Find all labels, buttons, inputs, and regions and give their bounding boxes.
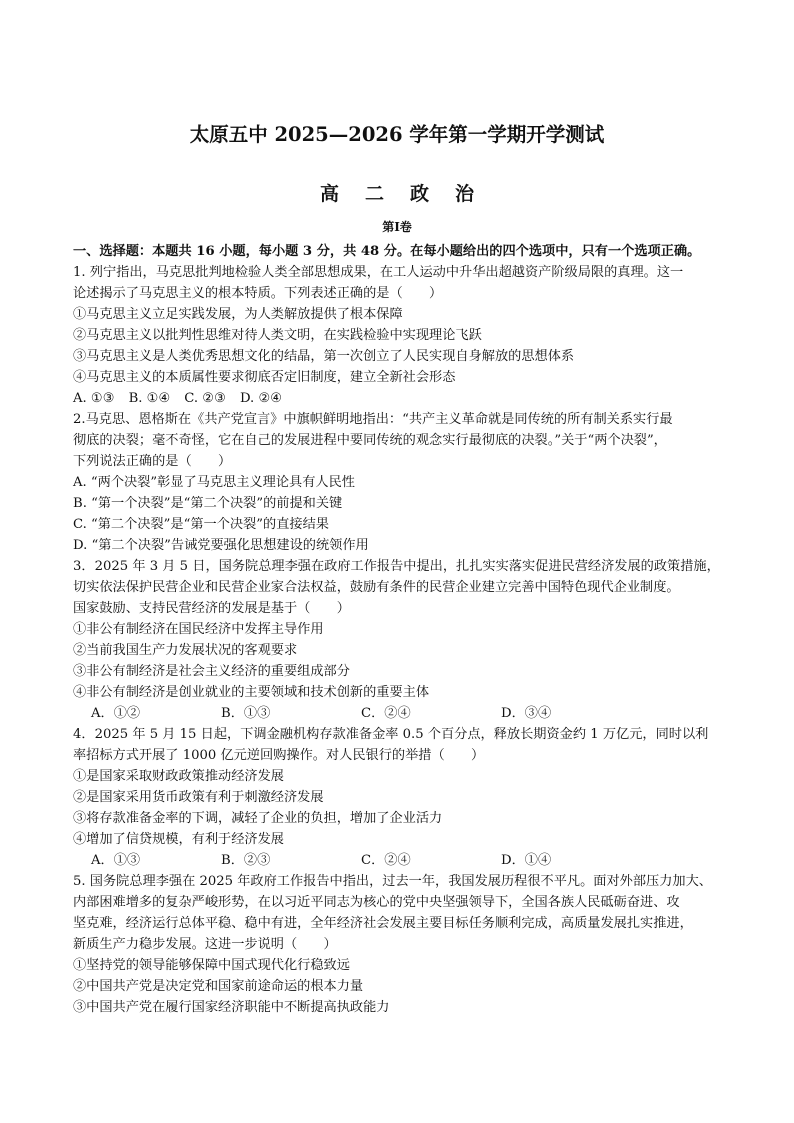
statement: ②是国家采用货币政策有利于刺激经济发展 [73, 790, 324, 805]
subject-title [0, 179, 794, 206]
statement: ①马克思主义立足实践发展，为人类解放提供了根本保障 [73, 307, 403, 322]
subject-char: 二 [364, 183, 384, 205]
option-c[interactable]: C．②④ [361, 706, 411, 721]
statement: ③马克思主义是人类优秀思想文化的结晶，第一次创立了人民实现自身解放的思想体系 [73, 349, 575, 364]
question-stem-line: 论述揭示了马克思主义的根本特质。下列表述正确的是（ ） [73, 286, 443, 301]
question-stem-line: 内部困难增多的复杂严峻形势，在以习近平同志为核心的党中央坚强领导下，全国各族人民砥砺奋进、攻 [73, 895, 680, 910]
question-2 [73, 409, 723, 556]
statement: ②当前我国生产力发展状况的客观要求 [73, 643, 298, 658]
statement: ③将存款准备金率的下调，减轻了企业的负担，增加了企业活力 [73, 811, 443, 826]
option-d[interactable]: D. ②④ [239, 391, 283, 406]
question-stem-line: 国家鼓励、支持民营经济的发展是基于（ ） [73, 601, 350, 616]
option-d[interactable]: D. “第二个决裂”告诫党要强化思想建设的统领作用 [73, 538, 369, 553]
question-stem-line: 3．2025 年 3 月 5 日，国务院总理李强在政府工作报告中提出，扎扎实实落实促进民营经济发展的政策措施， [73, 559, 720, 574]
statement: ④马克思主义的本质属性要求彻底否定旧制度，建立全新社会形态 [73, 370, 456, 385]
subject-char: 高 [319, 183, 339, 205]
question-stem-line: 彻底的决裂；毫不奇怪，它在自己的发展进程中要同传统的观念实行最彻底的决裂。”关于“两个决裂”， [73, 433, 667, 448]
statement: ③非公有制经济是社会主义经济的重要组成部分 [73, 664, 350, 679]
option-b[interactable]: B．①③ [221, 706, 271, 721]
question-stem-line: 坚克难，经济运行总体平稳、稳中有进，全年经济社会发展主要目标任务顺利完成，高质量发展扎实推进， [73, 916, 693, 931]
question-stem-line: 1. 列宁指出，马克思批判地检验人类全部思想成果，在工人运动中升华出超越资产阶级局限的真理。这一 [73, 265, 684, 280]
statement: ②中国共产党是决定党和国家前途命运的根本力量 [73, 979, 364, 994]
option-c[interactable]: C．②④ [361, 853, 411, 868]
question-stem-line: 2.马克思、恩格斯在《共产党宣言》中旗帜鲜明地指出：“共产主义革命就是同传统的所有制关系实行最 [73, 412, 673, 427]
question-stem-line: 5. 国务院总理李强在 2025 年政府工作报告中指出，过去一年，我国发展历程很不平凡。面对外部压力加大、 [73, 874, 712, 889]
question-4 [73, 724, 723, 871]
option-a[interactable]: A. ①③ [73, 391, 115, 406]
statement: ④非公有制经济是创业就业的主要领域和技术创新的重要主体 [73, 685, 430, 700]
volume-label: 第Ⅰ卷 [382, 220, 412, 234]
statement: ①是国家采取财政政策推动经济发展 [73, 769, 284, 784]
question-3 [73, 556, 723, 724]
subject-char: 政 [410, 183, 430, 205]
question-stem-line: 4．2025 年 5 月 15 日起，下调金融机构存款准备金率 0.5 个百分点，释放长期资金约 1 万亿元，同时以利 [73, 727, 709, 742]
question-stem-line: 新质生产力稳步发展。这进一步说明（ ） [73, 937, 337, 952]
option-d[interactable]: D．③④ [501, 706, 552, 721]
question-stem-line: 切实依法保护民营企业和民营企业家合法权益，鼓励有条件的民营企业建立完善中国特色现代企业制度。 [73, 580, 680, 595]
answer-options [73, 850, 723, 871]
option-c[interactable]: C. “第二个决裂”是“第一个决裂”的直接结果 [73, 517, 329, 532]
option-a[interactable]: A．①③ [91, 853, 141, 868]
statement: ④增加了信贷规模，有利于经济发展 [73, 832, 284, 847]
section-heading: 一、选择题：本题共 16 小题，每小题 3 分，共 48 分。在每小题给出的四个选项中，只有一个选项正确。 [73, 244, 701, 259]
question-1 [73, 262, 723, 409]
option-b[interactable]: B．②③ [221, 853, 271, 868]
option-b[interactable]: B. ①④ [128, 391, 171, 406]
question-5 [73, 871, 723, 1018]
statement: ②马克思主义以批判性思维对待人类文明，在实践检验中实现理论飞跃 [73, 328, 482, 343]
question-stem-line: 下列说法正确的是（ ） [73, 454, 232, 469]
exam-title: 太原五中 2025—2026 学年第一学期开学测试 [189, 123, 605, 146]
question-area [73, 241, 723, 1018]
option-a[interactable]: A. “两个决裂”彰显了马克思主义理论具有人民性 [73, 475, 355, 490]
answer-options [73, 388, 723, 409]
option-b[interactable]: B. “第一个决裂”是“第二个决裂”的前提和关键 [73, 496, 343, 511]
question-stem-line: 率招标方式开展了 1000 亿元逆回购操作。对人民银行的举措（ ） [73, 748, 485, 763]
option-c[interactable]: C. ②③ [184, 391, 226, 406]
statement: ③中国共产党在履行国家经济职能中不断提高执政能力 [73, 1000, 390, 1015]
statement: ①非公有制经济在国民经济中发挥主导作用 [73, 622, 324, 637]
statement: ①坚持党的领导能够保障中国式现代化行稳致远 [73, 958, 350, 973]
subject-char: 治 [455, 183, 475, 205]
answer-options [73, 703, 723, 724]
option-d[interactable]: D．①④ [501, 853, 552, 868]
option-a[interactable]: A．①② [91, 706, 141, 721]
